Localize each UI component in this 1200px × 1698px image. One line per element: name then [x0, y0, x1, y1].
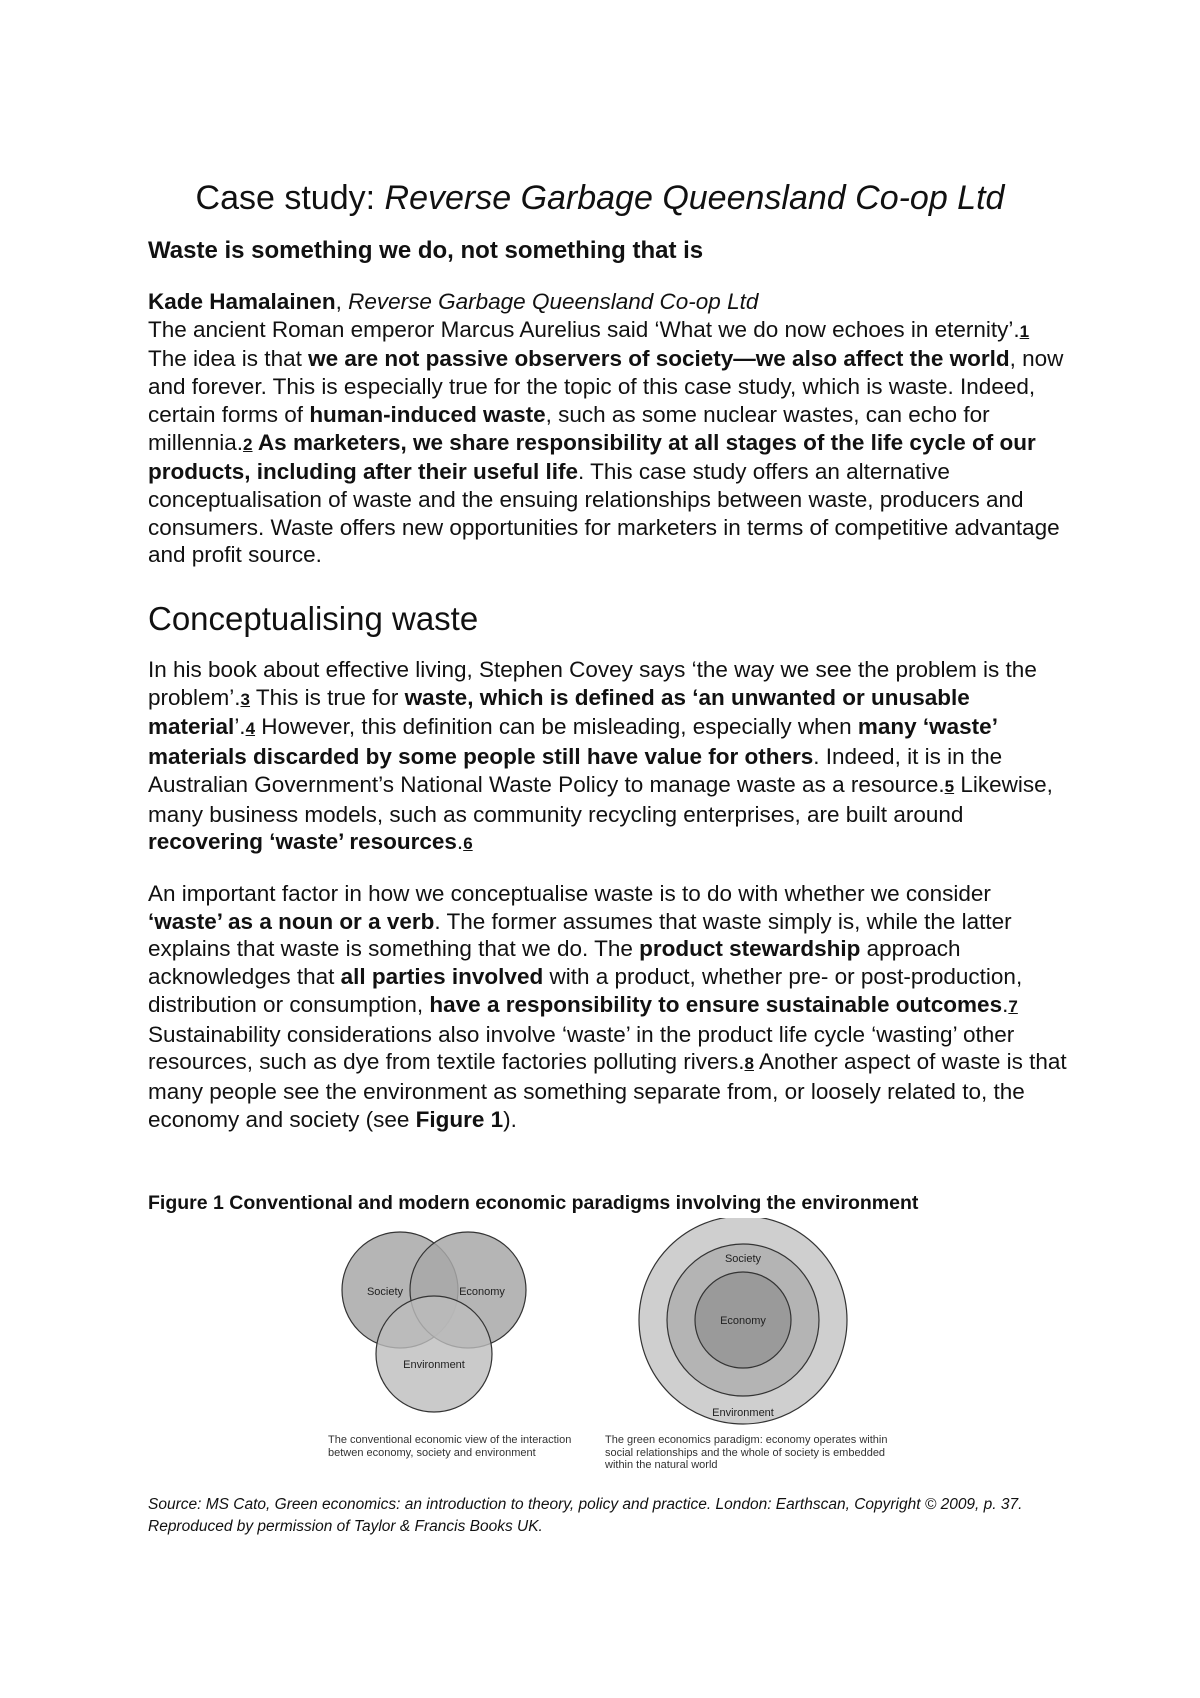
- title-organisation: Reverse Garbage Queensland Co-op Ltd: [384, 179, 1005, 217]
- intro-emphasis: human-induced waste: [309, 401, 546, 427]
- body-text: .: [1002, 991, 1009, 1017]
- body-text: In his book about effective living, Stephen Covey says ‘the way we see the problem is the problem’.: [148, 657, 1037, 710]
- body-text: Sustainability considerations also involve ‘waste’ in the product life cycle ‘wasting’ other resources, such as dye from textile factories polluting rivers.: [148, 1021, 1015, 1075]
- body-text: ’.: [234, 714, 246, 740]
- venn-label-society: Society: [366, 1286, 404, 1298]
- body-emphasis: waste, which is defined as ‘an unwanted or unusable material: [148, 684, 970, 740]
- body-text: However, this definition can be misleading, especially when: [255, 714, 858, 740]
- intro-text: , now and forever. This is especially true for the topic of this case study, which is waste. Indeed, certain forms of: [148, 346, 1064, 427]
- intro-text: , such as some nuclear wastes, can echo for millennia.: [148, 401, 990, 455]
- footnote-link-1[interactable]: 1: [1019, 321, 1030, 341]
- footnote-link-5[interactable]: 5: [944, 776, 955, 796]
- figure-left-caption: The conventional economic view of the interaction betwen economy, society and environment: [328, 1434, 572, 1459]
- figure-right-caption: The green economics paradigm: economy operates within social relationships and the whole of society is embedded within the natural world: [605, 1434, 888, 1471]
- body-emphasis: many ‘waste’ materials discarded by some people still have value for others: [148, 714, 997, 770]
- body-emphasis: product stewardship: [639, 936, 861, 962]
- body-text: ).: [503, 1106, 517, 1132]
- body-text: An important factor in how we conceptualise waste is to do with whether we consider: [148, 881, 991, 906]
- venn-diagram: [342, 1232, 526, 1412]
- intro-emphasis: As marketers, we share responsibility at all stages of the life cycle of our products, including after their useful life: [148, 429, 1036, 485]
- section-heading: Conceptualising waste: [148, 600, 479, 637]
- intro-emphasis: we are not passive observers of society—we also affect the world: [308, 346, 1010, 372]
- page-subtitle: Waste is something we do, not something that is: [148, 237, 704, 264]
- nested-diagram: [639, 1218, 847, 1424]
- figure-source: Source: MS Cato, Green economics: an introduction to theory, policy and practice. London: Earthscan, Copyright © 2009, p. 37. Reproduced by permission of Taylor & Francis Books UK.: [148, 1496, 1023, 1535]
- footnote-link-4[interactable]: 4: [245, 719, 256, 739]
- body-emphasis: ‘waste’ as a noun or a verb: [148, 908, 435, 934]
- footnote-link-8[interactable]: 8: [744, 1054, 754, 1074]
- author-name: Kade Hamalainen: [148, 289, 336, 314]
- intro-text: . This case study offers an alternative conceptualisation of waste and the ensuing relationships between waste, producers and consumers. Waste offers new opportunities for marketers in terms of competitive advantage and profit source.: [148, 459, 1060, 568]
- footnote-link-3[interactable]: 3: [240, 689, 251, 709]
- body-text: .: [456, 829, 464, 855]
- venn-label-environment: Environment: [403, 1359, 465, 1371]
- page-title: [0, 176, 1200, 220]
- intro-text: The ancient Roman emperor Marcus Aurelius said ‘What we do now echoes in eternity’.: [148, 316, 1020, 342]
- body-paragraph-stewardship: [148, 880, 1068, 1133]
- venn-label-economy: Economy: [459, 1286, 505, 1298]
- body-text: with a product, whether pre- or post-production, distribution or consumption,: [148, 964, 1023, 1017]
- body-emphasis: all parties involved: [340, 964, 544, 990]
- footnote-link-2[interactable]: 2: [243, 434, 253, 454]
- footnote-link-6[interactable]: 6: [463, 834, 473, 854]
- body-emphasis: have a responsibility to ensure sustainable outcomes: [429, 991, 1003, 1017]
- body-text: Likewise, many business models, such as community recycling enterprises, are built around: [148, 771, 1053, 827]
- body-text: . The former assumes that waste simply is, while the latter explains that waste is something that we do. The: [148, 908, 1012, 962]
- figure-caption: Figure 1 Conventional and modern economic paradigms involving the environment: [148, 1192, 919, 1214]
- body-emphasis: recovering ‘waste’ resources: [148, 829, 457, 855]
- body-paragraph-definition: [148, 656, 1068, 858]
- author-separator: ,: [335, 289, 349, 314]
- nested-label-economy: Economy: [720, 1315, 766, 1327]
- body-text: This is true for: [250, 684, 405, 710]
- nested-label-environment: Environment: [712, 1407, 774, 1419]
- footnote-link-7[interactable]: 7: [1008, 996, 1018, 1016]
- title-prefix: Case study:: [195, 179, 385, 217]
- intro-paragraph: [148, 288, 1068, 569]
- nested-label-society: Society: [724, 1253, 762, 1265]
- figure-reference: Figure 1: [415, 1106, 504, 1132]
- venn-circle-environment: [376, 1296, 492, 1412]
- body-text: approach acknowledges that: [148, 936, 961, 990]
- body-text: Another aspect of waste is that many people see the environment as something separate from, or loosely related to, the economy and society (see: [148, 1049, 1067, 1132]
- author-organisation: Reverse Garbage Queensland Co-op Ltd: [348, 289, 759, 314]
- body-text: . Indeed, it is in the Australian Government’s National Waste Policy to manage waste as a resource.: [148, 744, 1003, 797]
- intro-text: The idea is that: [148, 346, 309, 372]
